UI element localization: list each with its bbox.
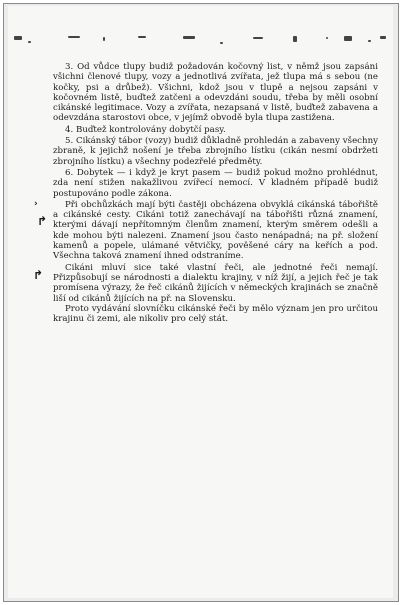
margin-mark-arrow: ↱ [37,214,48,228]
scan-speck [68,36,80,38]
scan-speck [14,36,22,40]
paragraph-item-6: 6. Dobytek — i když je kryt pasem — budiž pokud možno prohlédnut, zda není stižen nakažlivou zvířecí nemocí. V kladném případě budiž postupováno podle zákona. [53,167,378,199]
scan-speck [344,36,352,41]
paragraph-dictionary: Proto vydávání slovníčku cikánské řeči by mělo význam jen pro určitou krajinu či zemi, ale nikoliv pro celý stát. [53,303,378,325]
scan-speck [220,42,223,44]
paragraph-item-5: 5. Cikánský tábor (vozy) budiž důkladně prohledán a zabaveny všechny zbraně, k jejichž nošení je třeba zbrojního lístku (cikán nesmí obdržeti zbrojního lístku) a všechny podezřelé předměty. [53,136,378,167]
scan-frame [3,3,399,602]
scan-speck [138,36,146,38]
scan-speck [103,37,105,41]
paragraph-language: Cikáni mluví sice také vlastní řeči, ale jednotné řeči nemají. Přizpůsobují se národnosti a dialektu krajiny, v níž žijí, a jejich řeč je tak promísena výrazy, že řeč cikánů žijících v německých krajinách se značně liší od cikánů žijících na př. na Slovensku. [53,262,378,304]
document-page [8,6,393,598]
margin-mark-arrow: ↱ [33,268,44,282]
paragraph-item-3: 3. Od vůdce tlupy budiž požadován kočovný list, v němž jsou zapsáni všichni členové tlupy, vozy a jednotlivá zvířata, jež tlupa má s sebou (ne kočky, psi a drůbež). Všichni, kdož jsou v tlupě a nejsou zapsáni v kočovném listě, buďtež zatčeni a odevzdáni soudu, třeba by měli osobní cikánské legitimace. Vozy a zvířata, nezapsaná v listě, buďtež zabavena a odevzdána starostovi obce, v jejímž obvodě byla tlupa zastižena. [53,62,378,124]
scan-speck [28,41,31,43]
paragraph-item-4: 4. Buďtež kontrolovány dobytčí pasy. [65,124,226,135]
scan-speck [326,37,328,39]
scan-speck [183,36,195,39]
paragraph-camp-signs: Při obchůzkách mají býti častěji obcházena obvyklá cikánská tábořiště a cikánské cesty. Cikáni totiž zanechávají na tábořišti různá znamení, kterými dávají nepřítomným členům znamení, kterým směrem odešli a kde mohou býti nalezeni. Znamení jsou často nenápadná; na př. složení kamenů a popele, ulámané větvičky, pověšené cáry na keřích a pod. Všechna taková znamení ihned odstraníme. [53,199,378,262]
margin-mark-arrow: › [34,199,38,209]
scan-speck [293,36,297,42]
scan-speck [253,37,263,39]
scan-speck [380,36,386,39]
scan-speck [368,40,371,42]
document-body [53,62,378,324]
